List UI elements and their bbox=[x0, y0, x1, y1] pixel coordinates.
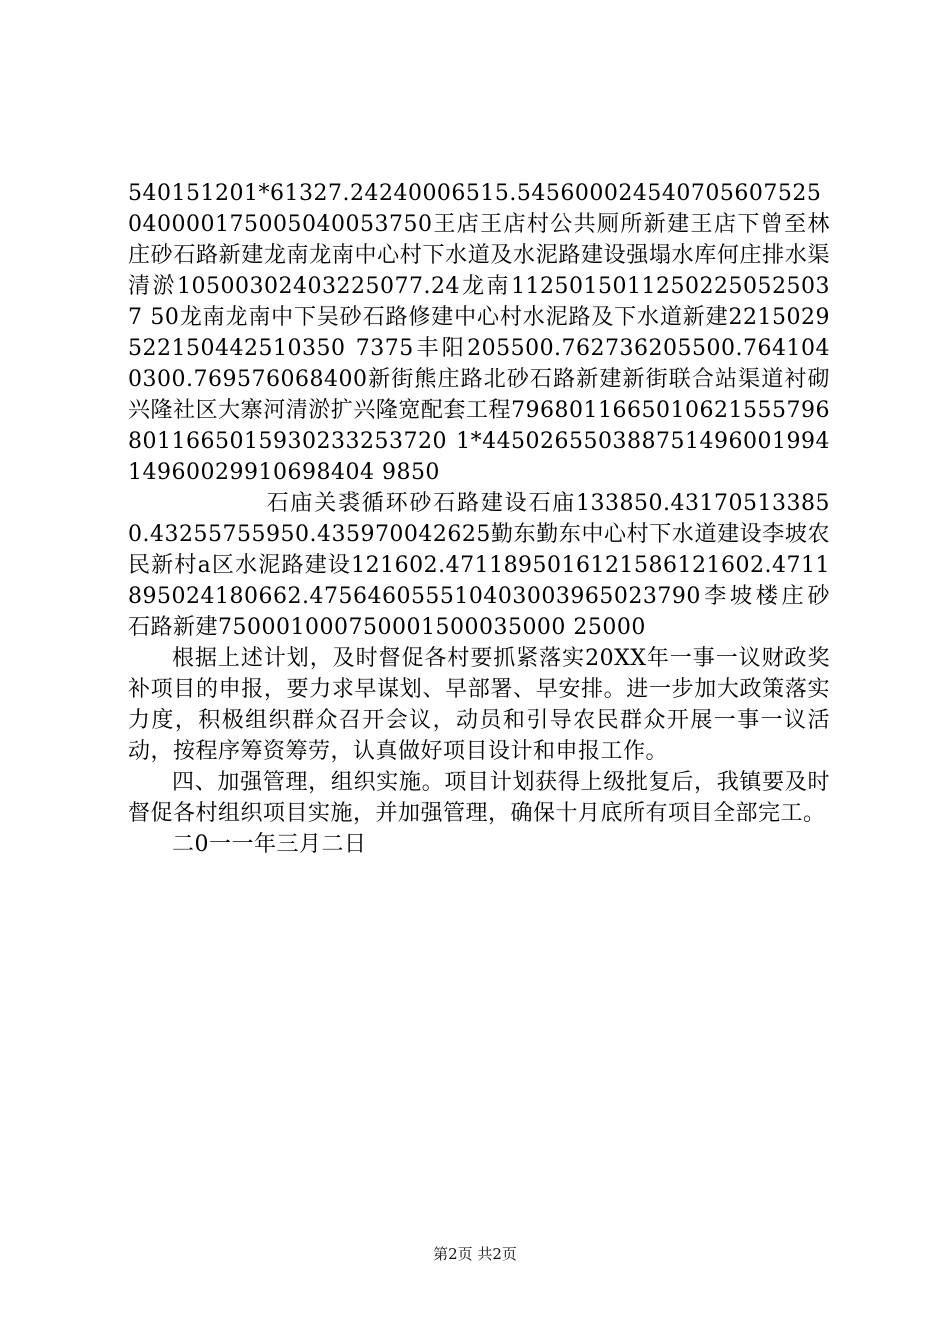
management-paragraph: 四、加强管理，组织实施。项目计划获得上级批复后，我镇要及时督促各村组织项目实施，并加强管理，确保十月底所有项目全部完工。 bbox=[128, 770, 830, 826]
page-number-footer: 第2页 共2页 bbox=[433, 1245, 517, 1263]
plan-paragraph: 根据上述计划，及时督促各村要抓紧落实20XX年一事一议财政奖补项目的申报，要力求早谋划、早部署、早安排。进一步加大政策落实力度，积极组织群众召开会议，动员和引导农民群众开展一事一议活动，按程序筹资筹劳，认真做好项目设计和申报工作。 bbox=[128, 646, 830, 764]
document-body bbox=[128, 178, 830, 860]
table-data-paragraph-1: 540151201*61327.24240006515.545600024540705607525040000175005040053750王店王店村公共厕所新建王店下曾至林庄砂石路新建龙南龙南中心村下水道及水泥路建设强塌水库何庄排水渠清淤10500302403225077.24龙南11250150112502250525037 50龙南龙南中下吴砂石路修建中心村水泥路及下水道新建2215029522150442510350 7375丰阳205500.762736205500.7641040300.769576068400新街熊庄路北砂石路新建新街联合站渠道衬砌兴隆社区大寨河清淤扩兴隆宽配套工程79680116650106215557968011665015930233253720 1*44502655038875149600199414960029910698404 9850 bbox=[128, 181, 830, 485]
date-line: 二0一一年三月二日 bbox=[172, 832, 367, 857]
table-data-paragraph-2: 石庙关裘循环砂石路建设石庙133850.431705133850.43255755950.435970042625勤东勤东中心村下水道建设李坡农民新村a区水泥路建设121602.4711895016121586121602.4711895024180662.475646055510403003965023790李坡楼庄砂石路新建750001000750001500035000 25000 bbox=[128, 491, 830, 640]
